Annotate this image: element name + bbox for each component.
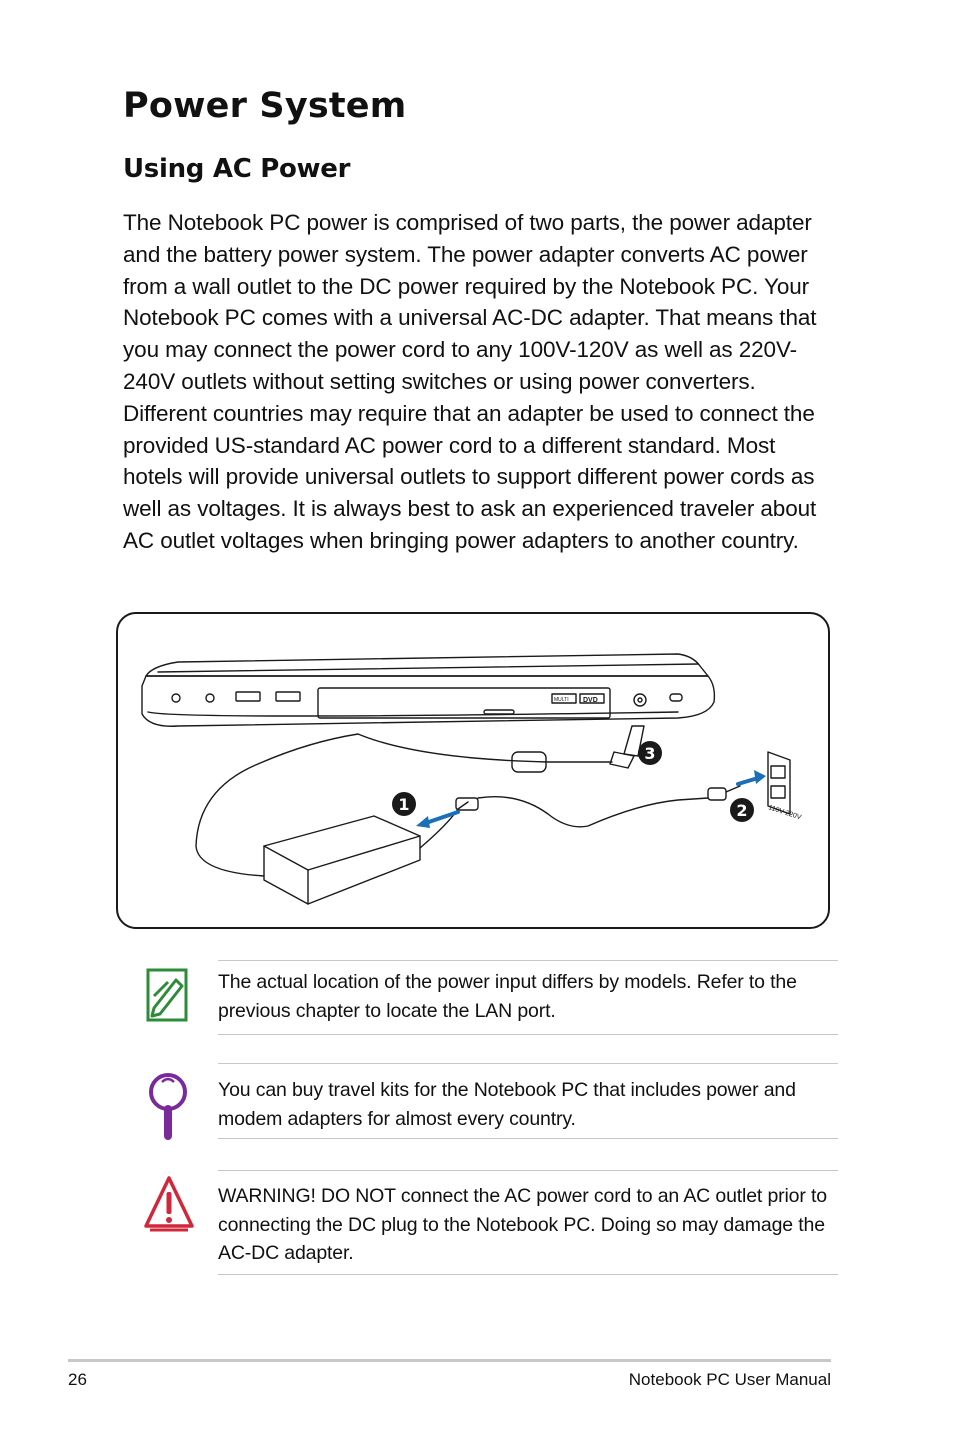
footer-manual-title: Notebook PC User Manual — [628, 1370, 831, 1389]
usb-port-icon — [236, 692, 260, 701]
page-title: Power System — [123, 86, 407, 126]
laptop-base — [142, 676, 714, 726]
ac-power-connection-figure — [116, 612, 830, 929]
tip-top-rule — [218, 1063, 838, 1064]
step-label-3: 3 — [644, 744, 656, 763]
note-callout — [218, 968, 838, 1025]
step-label-1: 1 — [398, 795, 410, 814]
warning-triangle-icon — [142, 1174, 196, 1239]
outlet-voltage-label: 110V-220V — [767, 804, 802, 822]
tip-text: You can buy travel kits for the Notebook PC that includes power and modem adapters for almost every country. — [218, 1079, 796, 1130]
magnifier-tip-icon — [146, 1070, 190, 1149]
note-pencil-icon — [146, 968, 190, 1029]
mic-port-icon — [206, 694, 214, 702]
note-top-rule — [218, 960, 838, 961]
step-label-2: 2 — [736, 801, 748, 820]
multi-label: MULTI — [554, 697, 569, 703]
connection-diagram — [118, 614, 832, 931]
note-text: The actual location of the power input differs by models. Refer to the previous chapter to locate the LAN port. — [218, 971, 797, 1022]
warning-top-rule — [218, 1170, 838, 1171]
warning-callout — [218, 1182, 838, 1268]
audio-port-icon — [172, 694, 180, 702]
warning-bottom-rule — [218, 1274, 838, 1275]
footer-rule — [68, 1359, 831, 1362]
tip-callout — [218, 1076, 838, 1133]
note-bottom-rule — [218, 1034, 838, 1035]
warning-text: WARNING! DO NOT connect the AC power cord to an AC outlet prior to connecting the DC plug to the Notebook PC. Doing so may damage the AC-DC adapter. — [218, 1185, 827, 1265]
dc-input-jack-icon — [634, 694, 646, 706]
dvd-label: DVD — [583, 697, 598, 704]
page-number: 26 — [68, 1370, 87, 1389]
usb-port-icon — [276, 692, 300, 701]
section-heading: Using AC Power — [123, 154, 351, 184]
body-paragraph: The Notebook PC power is comprised of two parts, the power adapter and the battery power system. The power adapter converts AC power from a wall outlet to the DC power required by the Notebook PC. Your Notebook PC comes with a universal AC-DC adapter. That means that you may connect the power cord to any 100V-120V as well as 220V-240V outlets without setting switches or using power converters. Different countries may require that an adapter be used to connect the provided US-standard AC power cord to a different standard. Most hotels will provide universal outlets to support different power cords as well as voltages. It is always best to ask an experienced traveler about AC outlet voltages when bringing power adapters to another country. — [123, 210, 817, 553]
tip-bottom-rule — [218, 1138, 838, 1139]
